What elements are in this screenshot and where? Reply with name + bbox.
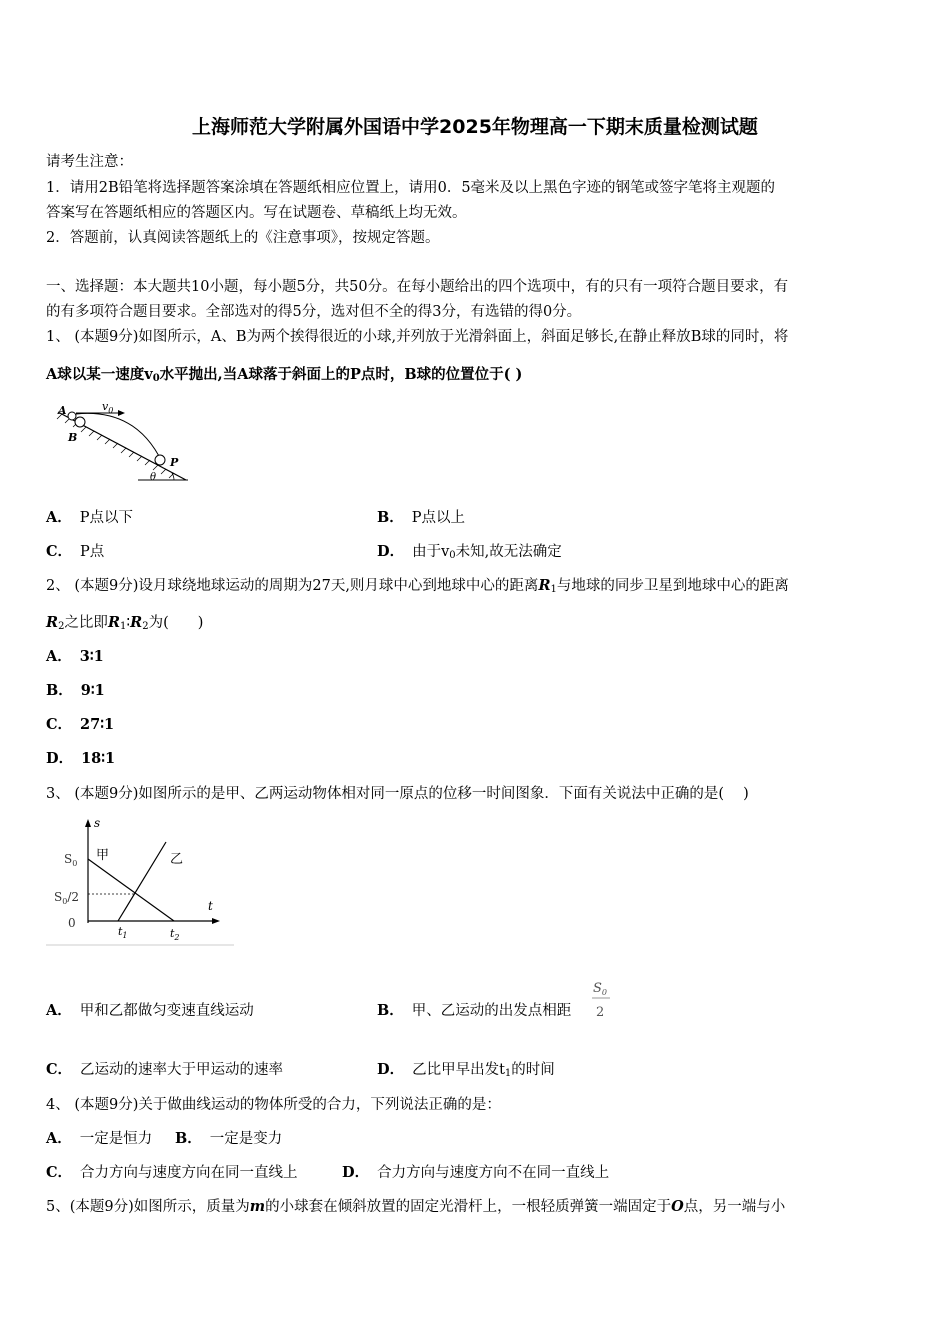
q5-stem: 5、(本题9分)如图所示，质量为m的小球套在倾斜放置的固定光滑杆上，一根轻质弹簧一端固定于O点，另一端与小: [46, 1198, 786, 1215]
label-s0: $S_0$: [64, 852, 78, 868]
label-a: A: [58, 404, 67, 417]
notice-item-1-line-1: 1．请用2B铅笔将选择题答案涂填在答题纸相应位置上，请用0．5毫米及以上黑色字迹的钢笔或签字笔将主观题的: [46, 180, 776, 196]
ball-at-p: [155, 455, 165, 465]
section-heading-line-2: 的有多项符合题目要求。全部选对的得5分，选对但不全的得3分，有选错的得0分。: [46, 304, 582, 320]
label-theta: θ: [150, 472, 157, 483]
label-s0-half: $S_0/2$: [54, 890, 80, 906]
incline-hatching: [57, 414, 174, 478]
q3-option-c[interactable]: C． 乙运动的速率大于甲运动的速率: [46, 1061, 284, 1078]
notice-item-2: 2．答题前，认真阅读答题纸上的《注意事项》，按规定答题。: [46, 230, 440, 246]
notice-heading: 请考生注意：: [46, 154, 133, 170]
q1-option-c[interactable]: C． P点: [46, 543, 105, 560]
label-jia: 甲: [96, 848, 110, 863]
q1-stem-line-2: A球以某一速度$v_0$水平抛出,当A球落于斜面上的P点时，B球的位置位于( ): [46, 366, 523, 384]
label-v: $v_0$: [102, 400, 114, 415]
t-axis-arrowhead: [212, 918, 220, 924]
label-yi: 乙: [170, 852, 184, 867]
label-origin: 0: [68, 916, 76, 930]
label-b: B: [68, 431, 78, 444]
q2-option-a[interactable]: A． 3∶1: [46, 648, 104, 665]
ball-a: [68, 412, 76, 420]
page-title: 上海师范大学附属外国语中学2025年物理高一下期末质量检测试题: [192, 116, 758, 138]
label-t: t: [208, 899, 213, 913]
q2-stem-line-1: 2、 (本题9分)设月球绕地球运动的周期为27天,则月球中心到地球中心的距离$R_1$与地球的同步卫星到地球中心的距离: [46, 577, 789, 595]
q2-stem-line-2: $R_2$之比即$R_1∶R_2$为( ): [46, 614, 204, 632]
q4-option-d[interactable]: D． 合力方向与速度方向不在同一直线上: [342, 1164, 610, 1181]
q2-option-c[interactable]: C． 27∶1: [46, 716, 115, 733]
line-yi: [118, 842, 166, 921]
q4-option-c[interactable]: C． 合力方向与速度方向在同一直线上: [46, 1164, 298, 1181]
q4-option-a[interactable]: A． 一定是恒力: [46, 1130, 153, 1147]
line-jia: [88, 859, 174, 921]
label-p: P: [170, 456, 179, 469]
fraction-numerator: $S_0$: [593, 981, 607, 997]
q2-option-b[interactable]: B． 9∶1: [46, 682, 105, 699]
q2-option-d[interactable]: D． 18∶1: [46, 750, 116, 767]
q3-stem: 3、 (本题9分)如图所示的是甲、乙两运动物体相对同一原点的位移一时间图象．下面有关说法中正确的是( ): [46, 786, 749, 802]
q1-option-b[interactable]: B． P点以上: [377, 509, 466, 526]
q4-stem: 4、 (本题9分)关于做曲线运动的物体所受的合力，下列说法正确的是：: [46, 1097, 501, 1113]
trajectory-curve: [76, 413, 162, 462]
q3-option-b-fraction: [590, 976, 614, 1024]
q1-option-d[interactable]: D． 由于$v_0$未知,故无法确定: [377, 543, 562, 561]
q3-option-b[interactable]: B． 甲、乙运动的出发点相距: [377, 1002, 572, 1019]
section-heading-line-1: 一、选择题：本大题共10小题，每小题5分，共50分。在每小题给出的四个选项中，有的只有一项符合题目要求，有: [46, 279, 789, 295]
q3-option-d[interactable]: D． 乙比甲早出发$t_1$的时间: [377, 1061, 555, 1079]
ball-b: [75, 417, 85, 427]
s-axis-arrowhead: [85, 819, 91, 827]
label-t1: $t_1$: [118, 925, 128, 940]
velocity-arrowhead: [118, 410, 125, 416]
notice-item-1-line-2: 答案写在答题纸相应的答题区内。写在试题卷、草稿纸上均无效。: [46, 205, 467, 221]
q1-stem-line-1: 1、 (本题9分)如图所示，A、B为两个挨得很近的小球,并列放于光滑斜面上，斜面足够长,在静止释放B球的同时，将: [46, 329, 789, 345]
q3-st-graph: [46, 815, 236, 947]
fraction-denominator: 2: [596, 1005, 605, 1020]
q3-option-a[interactable]: A． 甲和乙都做匀变速直线运动: [46, 1002, 254, 1019]
label-s: s: [94, 816, 101, 830]
q1-incline-figure: [46, 398, 196, 488]
q1-option-a[interactable]: A． P点以下: [46, 509, 134, 526]
q4-option-b[interactable]: B． 一定是变力: [175, 1130, 283, 1147]
label-t2: $t_2$: [170, 927, 180, 942]
